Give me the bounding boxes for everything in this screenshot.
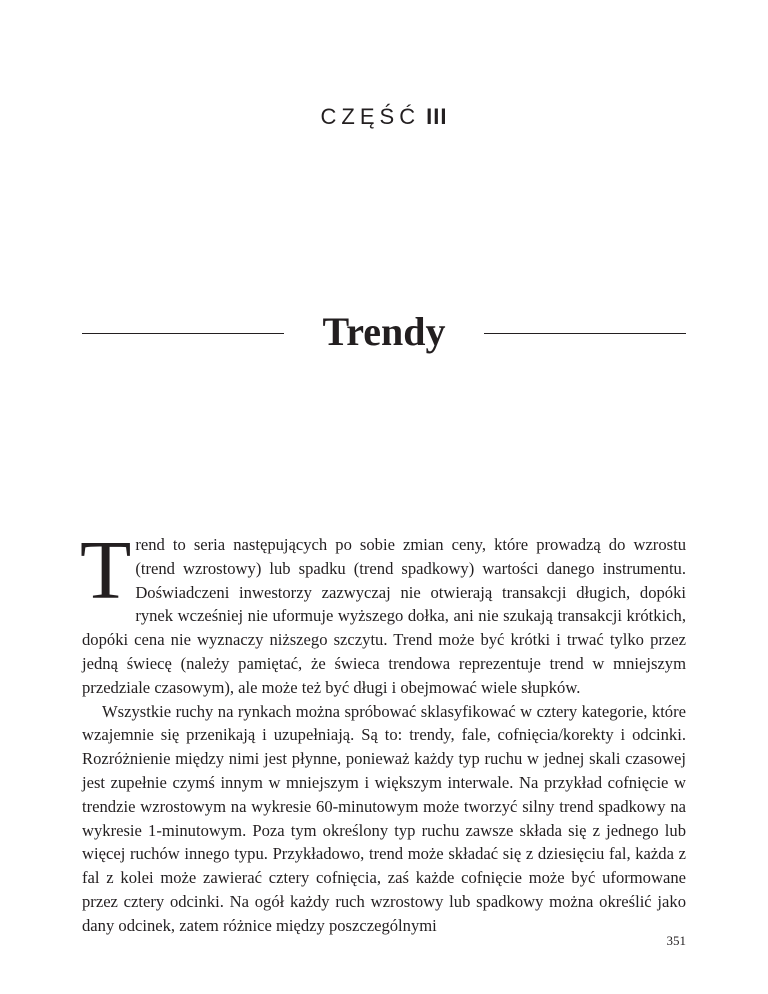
- chapter-title: Trendy: [322, 309, 446, 354]
- drop-cap: T: [80, 524, 132, 617]
- part-heading: [0, 104, 768, 130]
- part-number: III: [426, 104, 448, 129]
- body-text: [80, 524, 686, 938]
- paragraph-2: Wszystkie ruchy na rynkach można spróbować sklasyfikować w cztery kategorie, które wzajemnie się przenikają i uzupełniają. Są to: trendy, fale, cofnięcia/korekty i odcinki. Rozróżnienie między nimi jest płynne, ponieważ każdy typ ruchu w jednej skali czasowej jest zupełnie czymś innym w mniejszym i większym interwale. Na przykład cofnięcie w trendzie wzrostowym na wykresie 60-minutowym może tworzyć silny trend spadkowy na wykresie 1-minutowym. Poza tym określony typ ruchu zawsze składa się z jednego lub więcej ruchów innego typu. Przykładowo, trend może składać się z dziesięciu fal, każda z fal z kolei może zawierać cztery cofnięcia, zaś każde cofnięcie może być uformowane przez cztery odcinki. Na ogół każdy ruch wzrostowy lub spadkowy można określić jako dany odcinek, zatem różnice między poszczególnymi: [82, 701, 686, 935]
- part-label: CZĘŚĆ: [320, 104, 421, 129]
- paragraph-1-text: rend to seria następujących po sobie zmian ceny, które prowadzą do wzrostu (trend wzrostowy) lub spadku (trend spadkowy) wartości danego instrumentu. Doświadczeni inwestorzy zazwyczaj nie otwierają transakcji długich, dopóki rynek wcześniej nie uformuje wyższego dołka, ani nie szukają transakcji krótkich, dopóki cena nie wyznaczy niższego szczytu. Trend może być krótki i trwać tylko przez jedną świecę (należy pamiętać, że świeca trendowa reprezentuje trend w mniejszym przedziale czasowym), ale może też być długi i obejmować wiele słupków.: [82, 535, 686, 697]
- chapter-title-row: [0, 306, 768, 358]
- title-rule-right: [484, 333, 686, 334]
- page-number: 351: [666, 933, 686, 948]
- paragraph-1: [80, 524, 686, 700]
